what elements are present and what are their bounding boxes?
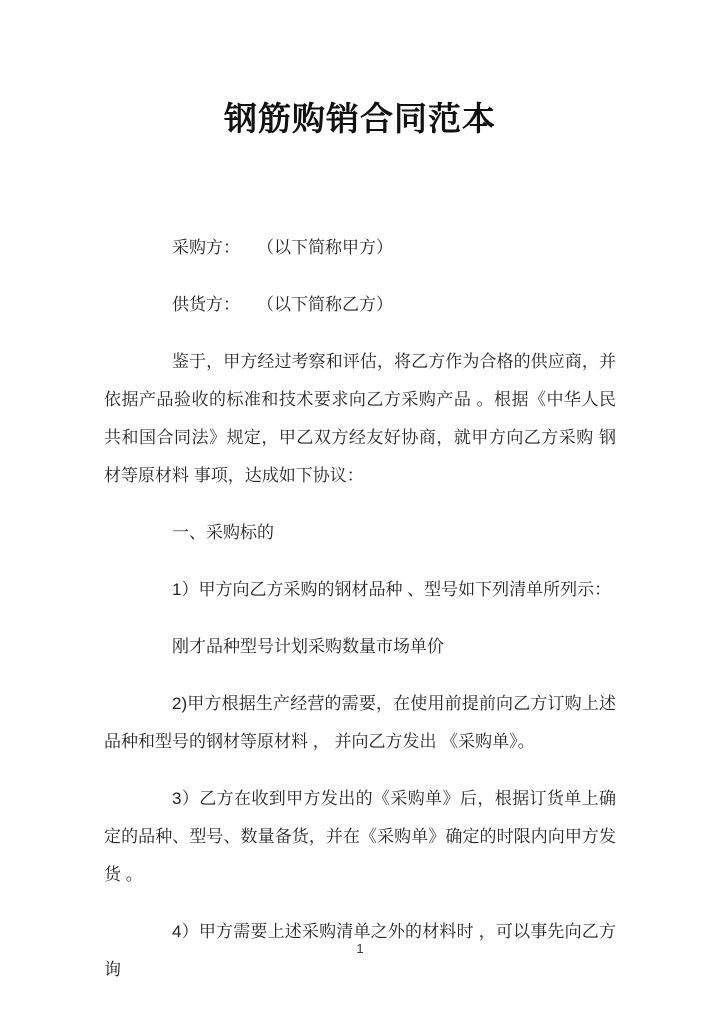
paragraph-clause-2: 2)甲方根据生产经营的需要，在使用前提前向乙方订购上述品种和型号的钢材等原材料 ， 并向乙方发出 《采购单》。	[104, 694, 616, 751]
paragraph-supplier-line: 供货方： （以下简称乙方）	[172, 295, 393, 314]
paragraph-item-list-line: 刚才品种型号计划采购数量市场单价	[172, 637, 444, 656]
document-body	[104, 229, 616, 1008]
paragraph-preamble: 鉴于，甲方经过考察和评估，将乙方作为合格的供应商，并依据产品验收的标准和技术要求向乙方采购产品 。根据《中华人民共和国合同法》规定，甲乙双方经友好协商，就甲方向乙方采购 钢材等原材料 事项，达成如下协议：	[104, 352, 616, 485]
page-number: 1	[356, 941, 364, 956]
paragraph-clause-3: 3）乙方在收到甲方发出的《采购单》后，根据订货单上确定的品种、型号、数量备货，并在《采购单》确定的时限内向甲方发货 。	[104, 789, 616, 884]
document-title: 钢筋购销合同范本	[224, 100, 496, 137]
section-heading-procurement-subject: 一、采购标的	[172, 523, 274, 542]
paragraph-purchaser-line: 采购方： （以下简称甲方）	[172, 238, 393, 257]
paragraph-clause-4-truncated: 4）甲方需要上述采购清单之外的材料时 ，可以事先向乙方询	[104, 922, 616, 979]
paragraph-clause-1: 1）甲方向乙方采购的钢材品种 、型号如下列清单所列示：	[172, 580, 612, 599]
